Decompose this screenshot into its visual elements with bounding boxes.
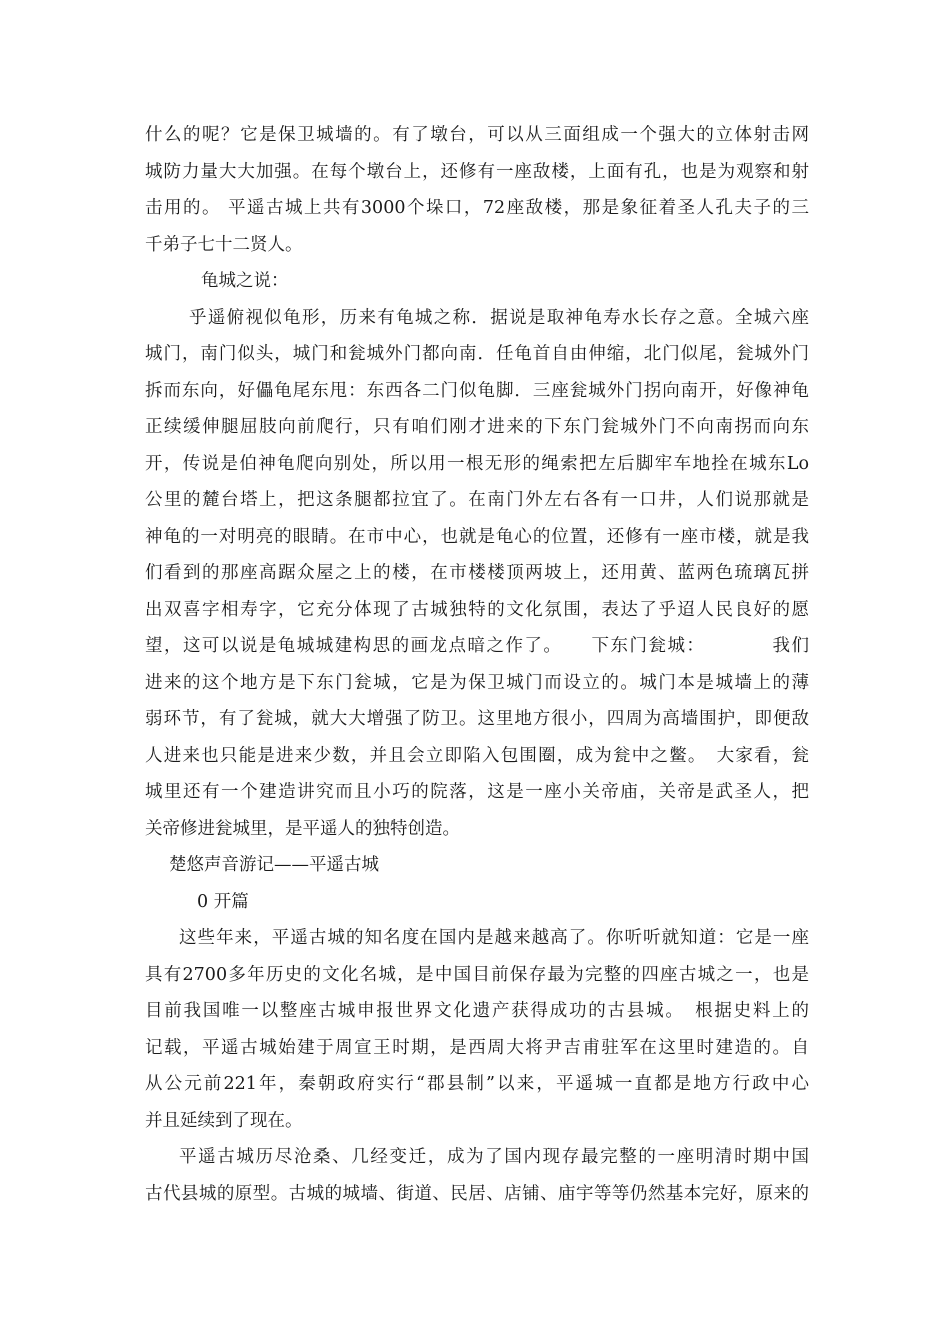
text-line: 城门，南门似头，城门和瓮城外门都向南．任龟首自由伸缩，北门似尾，瓮城外门 xyxy=(145,344,809,364)
text-line: 们看到的那座高踞众屋之上的楼，在市楼楼顶两坡上，还用黄、蓝两色琉璃瓦拼 xyxy=(145,563,809,583)
text-line: 弱环节，有了瓮城，就大大增强了防卫。这里地方很小，四周为高墙围护，即便敌 xyxy=(145,709,809,729)
text-line: 拆而东向，好儡龟尾东甩：东西各二门似龟脚．三座瓮城外门拐向南开，好像神龟 xyxy=(145,380,809,401)
text-line: 记载，平遥古城始建于周宣王时期，是西周大将尹吉甫驻军在这里时建造的。自 xyxy=(145,1037,809,1058)
document-page xyxy=(145,117,809,1212)
text-line: 正续缓伸腿屈肢向前爬行，只有咱们刚才进来的下东门瓮城外门不向南拐而向东 xyxy=(145,417,809,437)
text-line: 古代县城的原型。古城的城墙、街道、民居、店铺、庙宇等等仍然基本完好，原来的 xyxy=(145,1183,809,1204)
text-line: 从公元前221年，秦朝政府实行“郡县制”以来，平遥城一直都是地方行政中心 xyxy=(145,1074,809,1094)
section-heading: 0 开篇 xyxy=(197,891,249,912)
text-line: 具有2700多年历史的文化名城，是中国目前保存最为完整的四座古城之一，也是 xyxy=(145,964,809,985)
text-line: 关帝修进瓮城里，是平遥人的独特创造。 xyxy=(145,818,460,839)
text-line: 神龟的一对明亮的眼睛。在市中心，也就是龟心的位置，还修有一座市楼，就是我 xyxy=(145,526,809,547)
text-line: 出双喜字相寿字，它充分体现了古城独特的文化氛围，表达了乎迢人民良好的愿 xyxy=(145,599,809,620)
text-line: 平遥古城历尽沧桑、几经变迁，成为了国内现存最完整的一座明清时期中国 xyxy=(179,1147,809,1167)
text-line: 开，传说是伯神龟爬向别处，所以用一根无形的绳索把左后脚牢车地拴在城东Lo xyxy=(145,453,809,474)
text-line: 乎遥俯视似龟形，历来有龟城之称．据说是取神龟寿水长存之意。全城六座 xyxy=(189,307,809,328)
text-line: 并且延续到了现在。 xyxy=(145,1110,303,1131)
text-line: 城里还有一个建造讲究而且小巧的院落，这是一座小关帝庙，关帝是武圣人，把 xyxy=(145,782,809,802)
text-line: 击用的。 平遥古城上共有3000个垛口，72座敌楼，那是象征着圣人孔夫子的三 xyxy=(145,198,809,218)
text-line: 人进来也只能是进来少数，并且会立即陷入包围圈，成为瓮中之鳖。 大家看，瓮 xyxy=(145,745,809,766)
section-heading: 龟城之说： xyxy=(201,271,289,291)
text-line: 千弟子七十二贤人。 xyxy=(145,234,303,255)
section-title: 楚悠声音游记——平遥古城 xyxy=(169,855,379,875)
text-line: 城防力量大大加强。在每个墩台上，还修有一座敌楼，上面有孔，也是为观察和射 xyxy=(145,161,809,182)
text-line: 这些年来，平遥古城的知名度在国内是越来越高了。你听听就知道：它是一座 xyxy=(179,928,809,948)
text-line: 望，这可以说是龟城城建构思的画龙点暗之作了。 下东门瓮城： 我们 xyxy=(145,636,809,656)
text-line: 进来的这个地方是下东门瓮城，它是为保卫城门而设立的。城门本是城墙上的薄 xyxy=(145,672,809,693)
text-line: 什么的呢？它是保卫城墙的。有了墩台，可以从三面组成一个强大的立体射击网 xyxy=(145,125,809,145)
text-line: 公里的麓台塔上，把这条腿都拉宜了。在南门外左右各有一口井，人们说那就是 xyxy=(145,490,809,510)
text-line: 目前我国唯一以整座古城申报世界文化遗产获得成功的古县城。 根据史料上的 xyxy=(145,1001,809,1021)
